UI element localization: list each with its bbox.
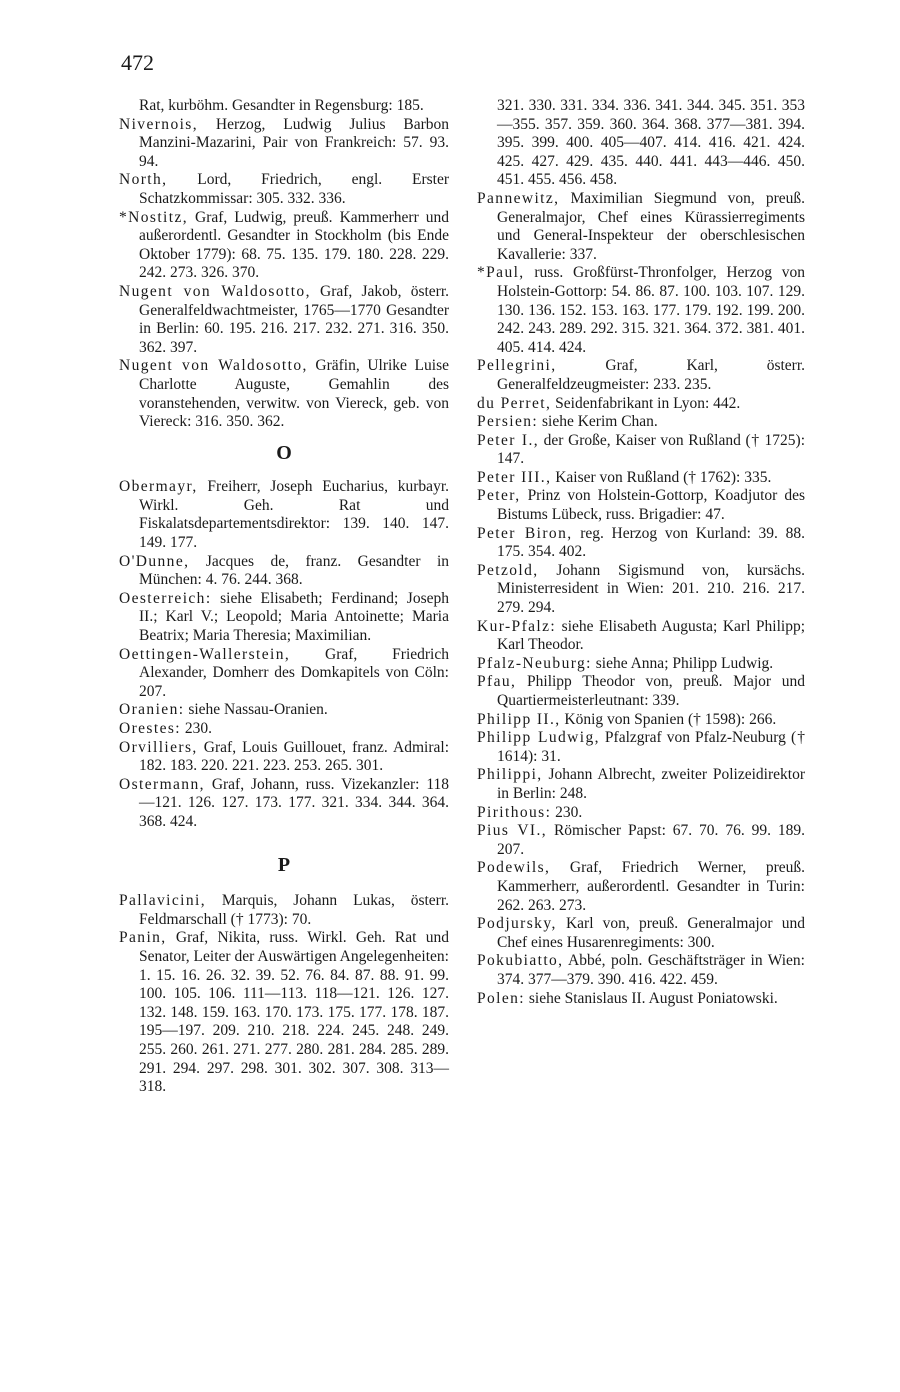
- entry-text: Johann Albrecht, zweiter Polizeidirektor in Berlin: 248.: [497, 766, 805, 802]
- index-entry: [119, 116, 449, 172]
- entry-name: O'Dunne,: [119, 552, 190, 570]
- entry-name: *Nostitz,: [119, 208, 188, 226]
- entry-text: der Große, Kaiser von Rußland († 1725): 147.: [497, 431, 805, 468]
- entry-text: Graf, Louis Guillouet, franz. Admiral: 182. 183. 220. 221. 223. 253. 265. 301.: [139, 738, 449, 775]
- entry-text: siehe Elisabeth Augusta; Karl Philipp; Karl Theodor.: [497, 617, 806, 654]
- index-block-o: [119, 478, 449, 831]
- entry-name: Pokubiatto,: [477, 952, 564, 970]
- entry-text: Karl von, preuß. Generalmajor und Chef eines Husarenregiments: 300.: [497, 915, 806, 951]
- entry-text: Jacques de, franz. Gesandter in München: 4. 76. 244. 368.: [139, 552, 450, 589]
- entry-text: Graf, Nikita, russ. Wirkl. Geh. Rat und Senator, Leiter der Auswärtigen Angelegenheiten: 1. 15. 16. 26. 32. 39. 52. 76. 84. 87. 88. 91. 99. 100. 105. 106. 111—113. 118—121. 126. 127. 132. 148. 159. 163. 170. 173. 175. 177. 178. 187. 195—197. 209. 210. 218. 224. 245. 248. 249. 255. 260. 261. 271. 277. 280. 281. 284. 285. 289. 291. 294. 297. 298. 301. 302. 307. 308. 313—318.: [139, 929, 449, 1096]
- entry-text: König von Spanien († 1598): 266.: [564, 710, 777, 728]
- entry-name: du Perret,: [477, 394, 552, 412]
- index-entry: [477, 357, 805, 394]
- index-entry: [119, 590, 449, 646]
- page-number: 472: [121, 50, 154, 75]
- entry-text: Philipp Theodor von, preuß. Major und Quartiermeisterleutnant: 339.: [497, 673, 805, 709]
- entry-text: Römischer Papst: 67. 70. 76. 99. 189. 207.: [497, 822, 805, 858]
- index-entry: [477, 766, 805, 803]
- index-entry: [477, 952, 805, 989]
- index-entry: [119, 553, 449, 590]
- entry-text: Herzog, Ludwig Julius Barbon Manzini-Mazarini, Pair von Frankreich: 57. 93. 94.: [139, 115, 450, 170]
- index-entry: [477, 97, 805, 190]
- index-entry: [477, 915, 805, 952]
- entry-name: Persien:: [477, 413, 539, 431]
- entry-text: Graf, Friedrich Alexander, Domherr des Domkapitels von Cöln: 207.: [139, 645, 449, 700]
- index-entry: [477, 729, 805, 766]
- entry-text: siehe Elisabeth; Ferdinand; Joseph II.; Karl V.; Leopold; Maria Antoinette; Maria Beatrix; Maria Theresia; Maximilian.: [139, 589, 450, 645]
- index-entry: [119, 929, 449, 1096]
- index-entry: [477, 655, 805, 674]
- index-entry: [477, 673, 805, 710]
- index-entry: [477, 822, 805, 859]
- entry-name: Peter III.,: [477, 468, 552, 486]
- entry-text: Graf, Ludwig, preuß. Kammerherr und außerordentl. Gesandter in Stockholm (bis Ende Oktober 1779): 68. 75. 135. 179. 180. 228. 229. 242. 273. 326. 370.: [139, 208, 450, 282]
- entry-text: Graf, Karl, österr. Generalfeldzeugmeister: 233. 235.: [497, 357, 806, 393]
- entry-name: Orvilliers,: [119, 738, 198, 756]
- entry-text: Kaiser von Rußland († 1762): 335.: [555, 468, 772, 486]
- index-block-n: [119, 97, 449, 432]
- entry-text: Abbé, poln. Geschäftsträger in Wien: 374. 377—379. 390. 416. 422. 459.: [497, 952, 805, 988]
- entry-name: Philippi,: [477, 766, 543, 784]
- entry-text: Seidenfabrikant in Lyon: 442.: [555, 394, 741, 412]
- entry-name: Nugent von Waldosotto,: [119, 357, 308, 375]
- index-entry: [477, 432, 805, 469]
- entry-name: Oettingen-Wallerstein,: [119, 645, 291, 663]
- index-column-left: [119, 97, 449, 1097]
- entry-name: Petzold,: [477, 561, 539, 579]
- entry-name: Pirithous:: [477, 803, 552, 821]
- entry-name: Philipp Ludwig,: [477, 729, 600, 747]
- entry-name: North,: [119, 171, 168, 189]
- index-entry: [477, 190, 805, 264]
- entry-name: Orestes:: [119, 720, 181, 737]
- entry-name: Podewils,: [477, 859, 551, 877]
- entry-name: Podjursky,: [477, 915, 557, 933]
- index-entry: [119, 701, 449, 720]
- index-entry: [477, 413, 805, 432]
- index-entry: [119, 478, 449, 552]
- index-entry: [477, 525, 805, 562]
- entry-name: *Paul,: [477, 264, 525, 282]
- entry-text: russ. Großfürst-Thronfolger, Herzog von Holstein-Gottorp: 54. 86. 87. 100. 103. 107. 129. 130. 136. 152. 153. 163. 177. 179. 192. 199. 200. 242. 243. 289. 292. 315. 321. 364. 372. 381. 401. 405. 414. 424.: [497, 264, 805, 356]
- entry-text: Pfalzgraf von Pfalz-Neuburg († 1614): 31.: [497, 729, 805, 765]
- index-entry: [477, 469, 805, 488]
- entry-name: Nivernois,: [119, 115, 199, 133]
- entry-text: Marquis, Johann Lukas, österr. Feldmarschall († 1773): 70.: [139, 892, 450, 928]
- entry-name: Obermayr,: [119, 478, 198, 496]
- entry-text: Prinz von Holstein-Gottorp, Koadjutor des Bistums Lübeck, russ. Brigadier: 47.: [497, 487, 805, 524]
- entry-text: 230.: [184, 720, 212, 737]
- entry-name: Kur-Pfalz:: [477, 617, 557, 635]
- entry-name: Peter I.,: [477, 431, 539, 449]
- index-entry: [477, 859, 805, 915]
- index-entry: [119, 283, 449, 357]
- entry-text: Graf, Johann, russ. Vizekanzler: 118—121. 126. 127. 173. 177. 321. 334. 344. 364. 368. 424.: [139, 775, 450, 830]
- entry-text: 230.: [555, 803, 583, 821]
- entry-text: Gräfin, Ulrike Luise Charlotte Auguste, Gemahlin des voranstehenden, verwitw. von Viereck, geb. von Viereck: 316. 350. 362.: [139, 357, 449, 431]
- index-entry: [119, 892, 449, 929]
- entry-text: Rat, kurböhm. Gesandter in Regensburg: 185.: [139, 97, 424, 114]
- index-entry: [477, 487, 805, 524]
- entry-text: siehe Nassau-Oranien.: [188, 701, 328, 719]
- index-entry: [119, 739, 449, 776]
- index-entry: [477, 618, 805, 655]
- index-entry: [477, 711, 805, 730]
- entry-text: Freiherr, Joseph Eucharius, kurbayr. Wirkl. Geh. Rat und Fiskalatsdepartementsdirektor: 139. 140. 147. 149. 177.: [139, 478, 449, 552]
- index-entry: [477, 264, 805, 357]
- index-entry: [119, 209, 449, 283]
- index-entry: [119, 776, 449, 832]
- entry-name: Philipp II.,: [477, 710, 561, 728]
- entry-name: Pfau,: [477, 673, 517, 691]
- index-entry: [119, 171, 449, 208]
- index-entry: [119, 646, 449, 702]
- index-entry: [477, 562, 805, 618]
- entry-name: Polen:: [477, 989, 526, 1007]
- entry-name: Oranien:: [119, 701, 185, 719]
- entry-text: siehe Stanislaus II. August Poniatowski.: [528, 989, 778, 1007]
- index-entry: [119, 97, 449, 116]
- index-block-p: [119, 892, 449, 1097]
- entry-text: Graf, Friedrich Werner, preuß. Kammerherr, außerordentl. Gesandter in Turin: 262. 263. 273.: [497, 859, 806, 914]
- entry-text: Lord, Friedrich, engl. Erster Schatzkommissar: 305. 332. 336.: [139, 171, 450, 207]
- entry-text: Maximilian Siegmund von, preuß. Generalmajor, Chef eines Kürassierregiments und General-Inspekteur der oberschlesischen Kavallerie: 337.: [497, 189, 805, 263]
- entry-text: siehe Anna; Philipp Ludwig.: [595, 654, 774, 672]
- entry-name: Pfalz-Neuburg:: [477, 654, 592, 672]
- entry-text: Graf, Jakob, österr. Generalfeldwachtmeister, 1765—1770 Gesandter in Berlin: 60. 195. 216. 217. 232. 271. 316. 350. 362. 397.: [139, 282, 450, 356]
- entry-text: Johann Sigismund von, kursächs. Ministerresident in Wien: 201. 210. 216. 217. 279. 294.: [497, 561, 806, 617]
- entry-name: Pius VI.,: [477, 822, 548, 840]
- index-entry: [119, 357, 449, 431]
- index-entry: [477, 990, 805, 1009]
- entry-name: Peter,: [477, 487, 521, 505]
- index-entry: [477, 395, 805, 414]
- index-entry: [119, 720, 449, 739]
- index-entry: [477, 804, 805, 823]
- entry-name: Ostermann,: [119, 775, 205, 793]
- index-column-right: [477, 97, 805, 1008]
- entry-text: 321. 330. 331. 334. 336. 341. 344. 345. 351. 353—355. 357. 359. 360. 364. 368. 377—381. 394. 395. 399. 400. 405—407. 414. 416. 421. 424. 425. 427. 429. 435. 440. 441. 443—446. 450. 451. 455. 456. 458.: [497, 97, 805, 189]
- entry-name: Pannewitz,: [477, 189, 560, 207]
- entry-name: Peter Biron,: [477, 524, 573, 542]
- section-letter-p: P: [277, 853, 291, 876]
- entry-name: Pellegrini,: [477, 357, 557, 375]
- entry-name: Nugent von Waldosotto,: [119, 282, 311, 300]
- entry-name: Panin,: [119, 929, 167, 947]
- section-letter-o: O: [276, 441, 292, 464]
- entry-text: siehe Kerim Chan.: [542, 413, 658, 431]
- entry-name: Oesterreich:: [119, 589, 212, 607]
- entry-name: Pallavicini,: [119, 892, 206, 910]
- entry-text: reg. Herzog von Kurland: 39. 88. 175. 354. 402.: [497, 524, 805, 561]
